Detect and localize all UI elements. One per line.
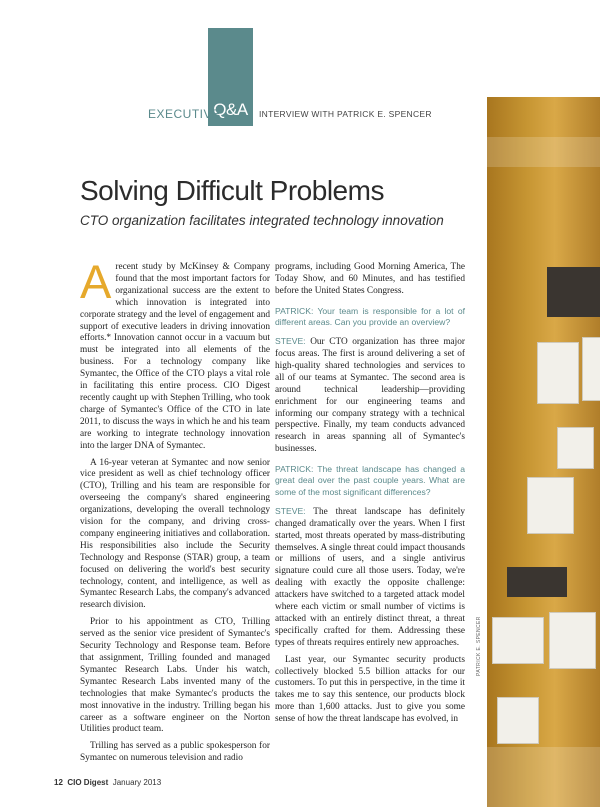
answer: STEVE: Our CTO organization has three major focus areas. The first is around delivering a set of high-quality shared technologies and services to all of our teams at Symantec. The second area is around technical leadership—providing enrichment for our engineering teams and informing our company strategy with a technical perspective. Finally, my team conducts advanced research in areas spanning all of Symantec's businesses. — [275, 336, 466, 455]
paragraph: programs, including Good Morning America, The Today Show, and 60 Minutes, and has testified before the United States Congress. — [275, 262, 465, 296]
qa-label: Q&A — [213, 100, 248, 119]
section-label: EXECUTIVE — [148, 107, 221, 121]
paragraph: Trilling has served as a public spokesperson for Symantec on numerous television and radio — [80, 741, 270, 764]
speaker-label: STEVE: — [275, 336, 306, 347]
question: PATRICK: Your team is responsible for a lot of different areas. Can you provide an overview? — [275, 305, 465, 327]
paragraph: A 16-year veteran at Symantec and now senior vice president as well as chief technology officer (CTO), Trilling and his team are responsible for overseeing the company's shared engineering organizations, developing the overall technology vision for the company, and driving cross-company engineering initiatives and collaboration. His responsibilities also include the Security Technology and Response (STAR) group, a team focused on delivering the world's best security technology, content, and intelligence, as well as Symantec Research Labs, the company's advanced research division. — [80, 457, 270, 611]
article-subtitle: CTO organization facilitates integrated technology innovation — [80, 213, 444, 228]
paragraph: Prior to his appointment as CTO, Trilling served as the senior vice president of Symantec's Security Technology and Response team. Before that assignment, Trilling founded and managed Symantec Research Labs. Under his watch, Symantec Research Labs invented many of the technologies that make Symantec's products the most innovative in the industry. Trilling began his career as a software engineer on the Norton Utilities product team. — [80, 617, 270, 735]
page-footer — [54, 778, 161, 787]
question: PATRICK: The threat landscape has changed a great deal over the past couple years. What are some of the most significant differences? — [275, 464, 465, 497]
page-number: 12 — [54, 778, 63, 787]
byline: INTERVIEW WITH PATRICK E. SPENCER — [259, 109, 432, 119]
photo-credit: PATRICK E. SPENCER — [476, 616, 482, 676]
intro-paragraph: Arecent study by McKinsey & Company found that the most important factors for organizational success are the extent to which innovation is integrated into corporate strategy and the level of engagement and support of executive leaders in driving innovation efforts.* Innovation cannot occur in a vacuum but must be integrated into all elements of the business. For a technology company like Symantec, the Office of the CTO plays a vital role in facilitating this entire process. CIO Digest recently caught up with Stephen Trilling, who took charge of Symantec's Office of the CTO in late 2011, to discuss the ways in which he and his team are working to integrate technology innovation into the larger DNA of Symantec. — [80, 255, 270, 451]
speaker-label: STEVE: — [275, 505, 306, 516]
issue-date: January 2013 — [112, 778, 162, 787]
right-column — [275, 262, 465, 731]
drop-cap: A — [80, 255, 112, 308]
paragraph: Last year, our Symantec security products collectively blocked 5.5 billion attacks for our customers. To put this in perspective, in the time it takes me to say this sentence, our products block more than 1,600 attacks. Just to give you some sense of how the threat landscape has evolved, in — [275, 654, 465, 725]
left-column — [80, 255, 270, 770]
article-title: Solving Difficult Problems — [80, 175, 384, 206]
answer: STEVE: The threat landscape has definitely changed dramatically over the years. When I first started, most threats operated by mass-distributing themselves. A single threat could impact thousands or millions of users, and a single antivirus signature could cure all those users. Today, we're dealing with exactly the opposite challenge: attackers have switched to a targeted attack model where each victim or small number of victims is attacked with an entirely distinct threat, a threat specifically crafted for them. Addressing these types of threats requires entirely new approaches. — [275, 505, 466, 648]
publication-name: CIO Digest — [67, 778, 109, 787]
office-photo — [487, 97, 600, 807]
